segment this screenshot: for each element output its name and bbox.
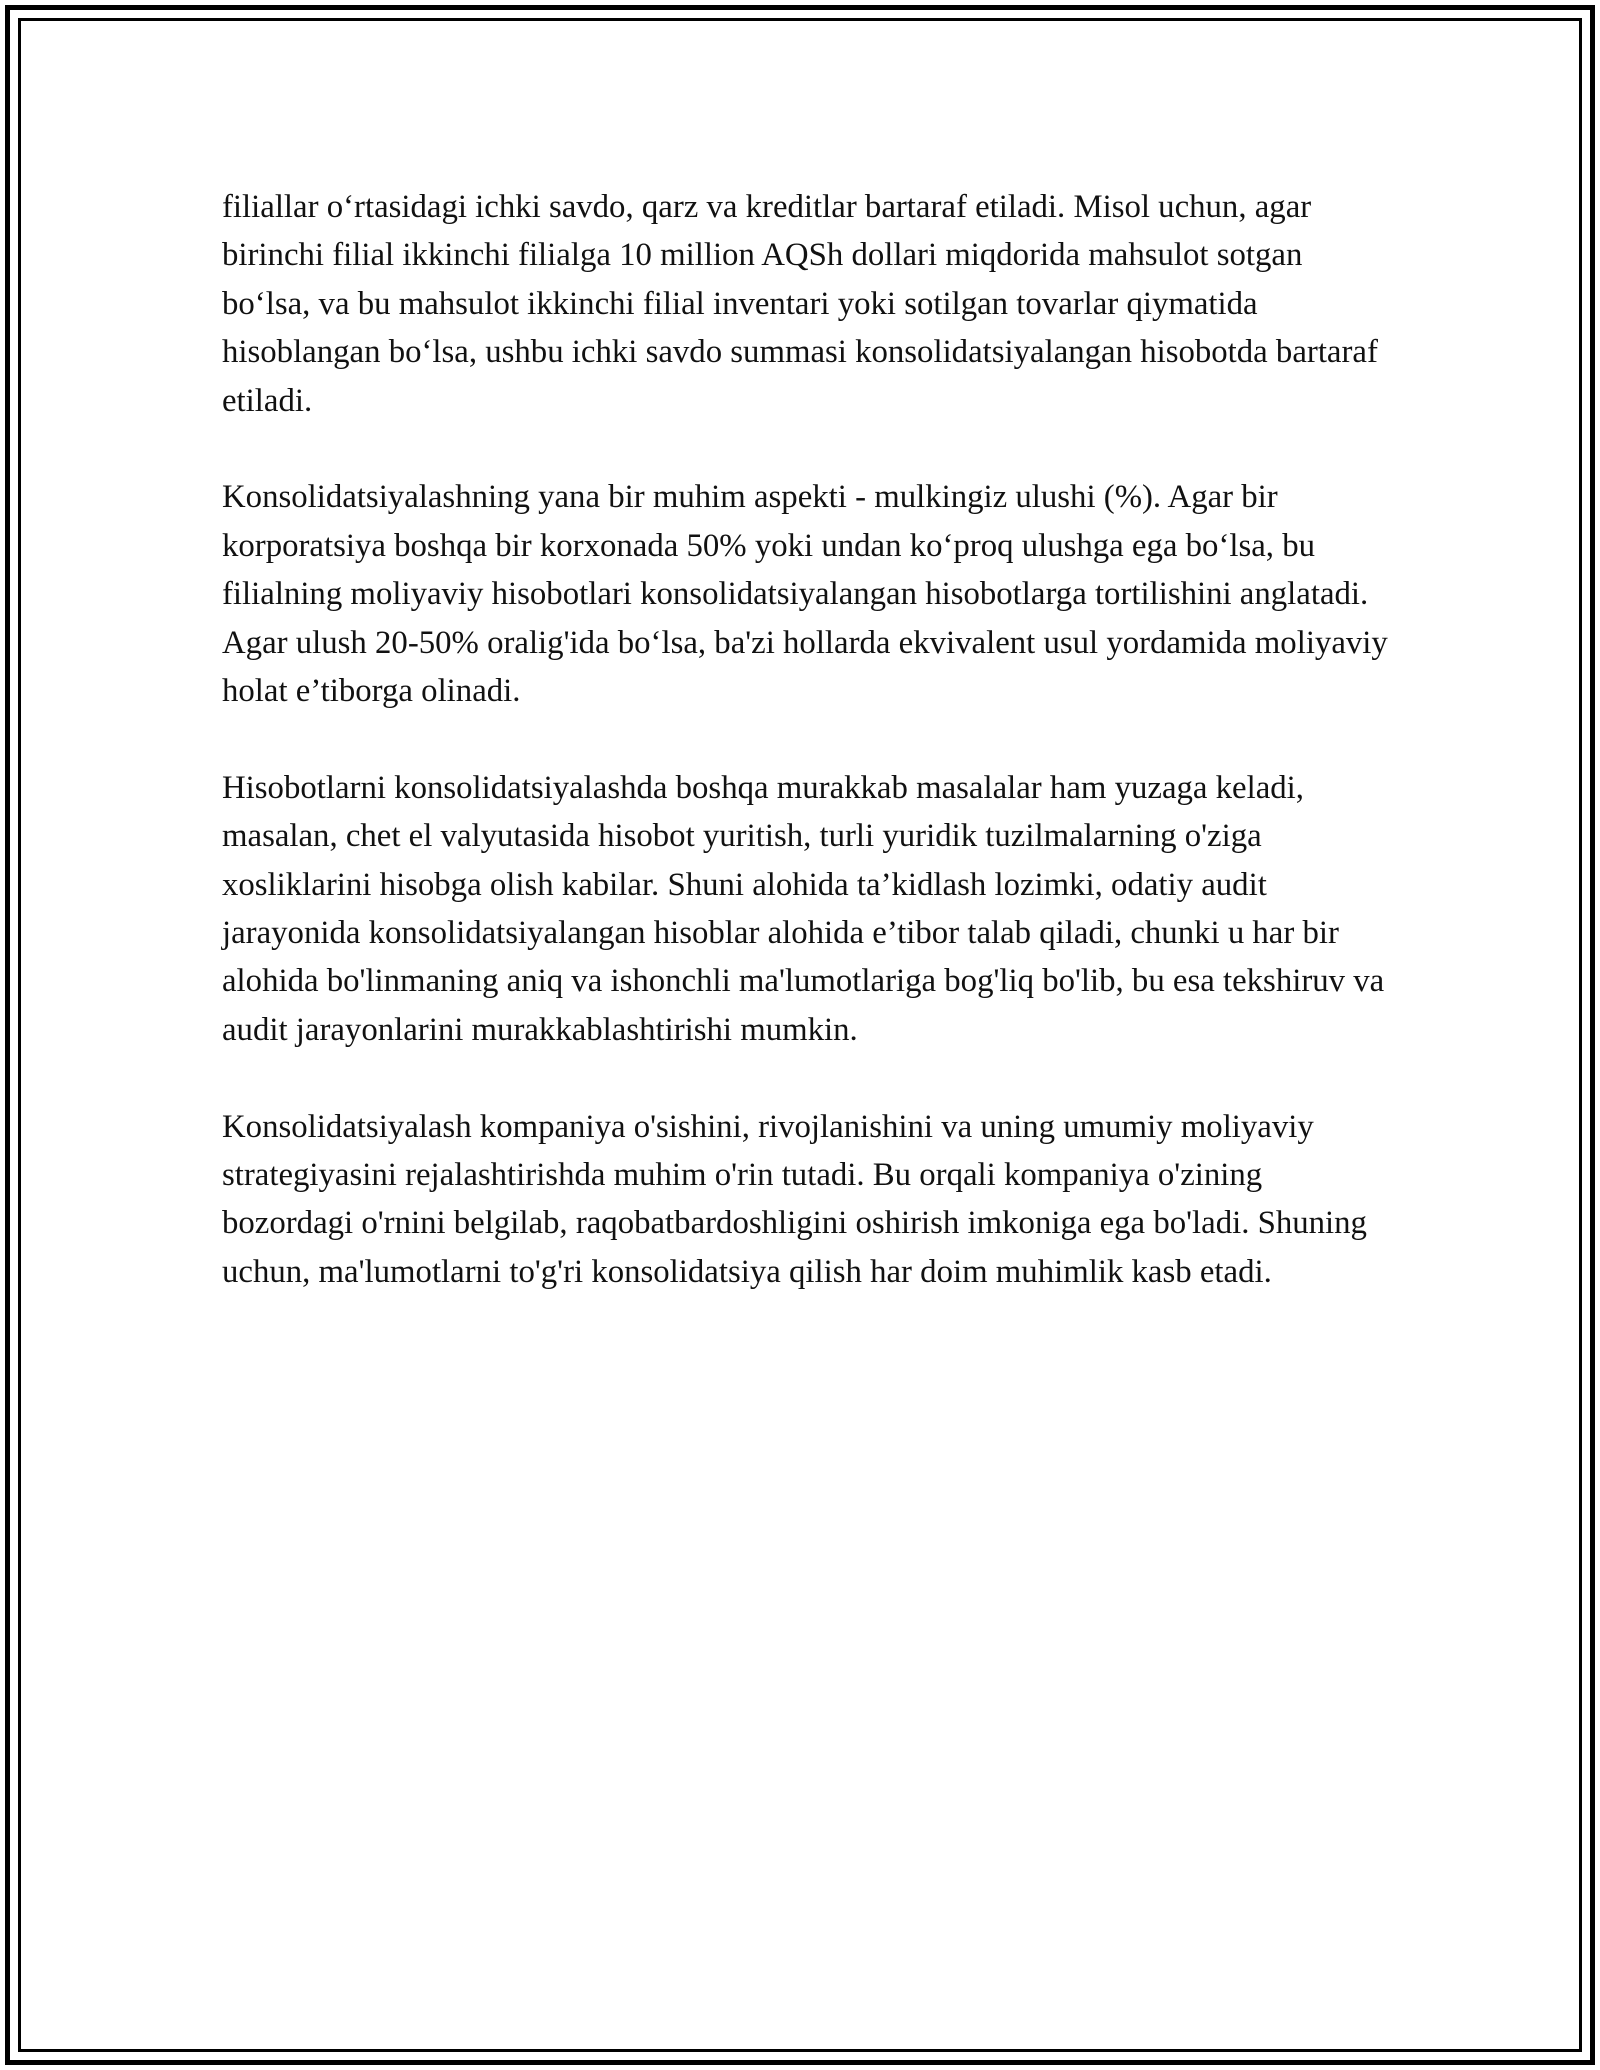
paragraph-4: Konsolidatsiyalash kompaniya o'sishini, rivojlanishini va uning umumiy moliyaviy strategiyasini rejalashtirishda muhim o'rin tutadi. Bu orqali kompaniya o'zining bozordagi o'rnini belgilab, raqobatbardoshligini oshirish imkoniga ega bo'ladi. Shuning uchun, ma'lumotlarni to'g'ri konsolidatsiya qilish har doim muhimlik kasb etadi.	[222, 1108, 1367, 1290]
paragraph-1: filiallar o‘rtasidagi ichki savdo, qarz va kreditlar bartaraf etiladi. Misol uchun, agar birinchi filial ikkinchi filialga 10 million AQSh dollari miqdorida mahsulot sotgan bo‘lsa, va bu mahsulot ikkinchi filial inventari yoki sotilgan tovarlar qiymatida hisoblangan bo‘lsa, ushbu ichki savdo summasi konsolidatsiyalangan hisobotda bartaraf etiladi.	[222, 189, 1378, 419]
paragraph-2: Konsolidatsiyalashning yana bir muhim aspekti - mulkingiz ulushi (%). Agar bir korporatsiya boshqa bir korxonada 50% yoki undan ko‘proq ulushga ega bo‘lsa, bu filialning moliyaviy hisobotlari konsolidatsiyalangan hisobotlarga tortilishini anglatadi. Agar ulush 20-50% oralig'ida bo‘lsa, ba'zi hollarda ekvivalent usul yordamida moliyaviy holat e’tiborga olinadi.	[222, 479, 1388, 710]
paragraph-3: Hisobotlarni konsolidatsiyalashda boshqa murakkab masalalar ham yuzaga keladi, masalan, chet el valyutasida hisobot yuritish, turli yuridik tuzilmalarning o'ziga xosliklarini hisobga olish kabilar. Shuni alohida ta’kidlash lozimki, odatiy audit jarayonida konsolidatsiyalangan hisoblar alohida e’tibor talab qiladi, chunki u har bir alohida bo'linmaning aniq va ishonchli ma'lumotlariga bog'liq bo'lib, bu esa tekshiruv va audit jarayonlarini murakkablashtirishi mumkin.	[222, 769, 1385, 1048]
document-body	[222, 183, 1390, 1345]
